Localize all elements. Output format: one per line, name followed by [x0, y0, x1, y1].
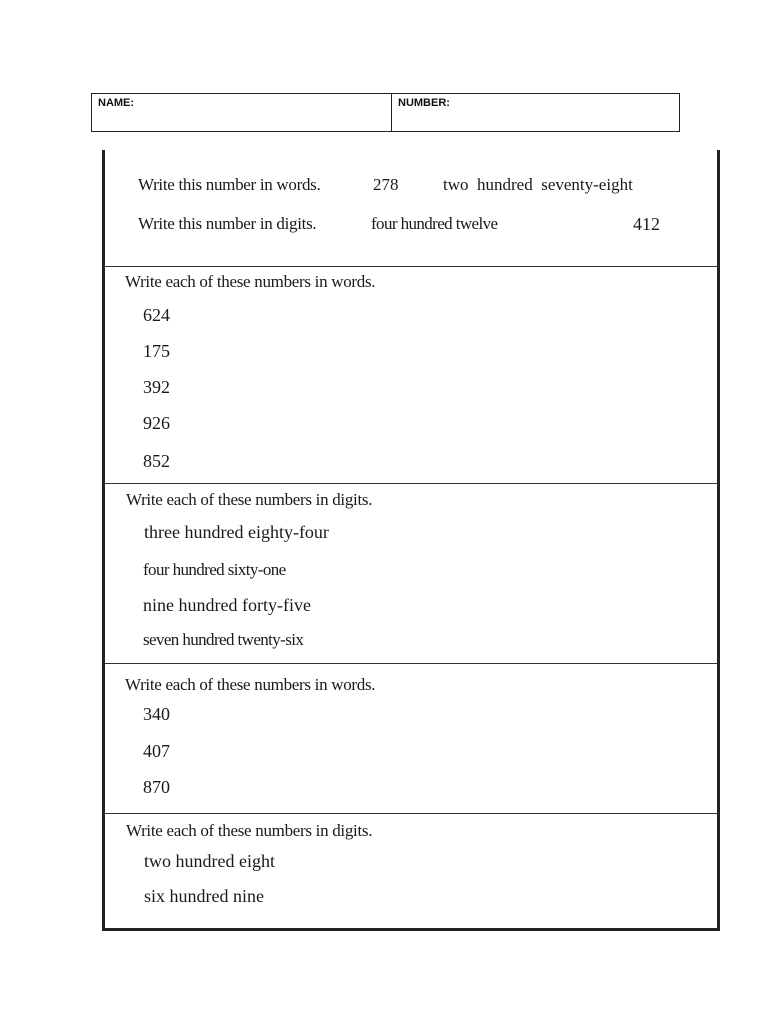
student-info-table [91, 93, 680, 132]
digits-example-words: four hundred twelve [371, 214, 498, 233]
list-item: 624 [143, 305, 170, 325]
words-example-answer: two hundred seventy-eight [443, 175, 633, 194]
digits-example-instruction: Write this number in digits. [138, 214, 317, 233]
list-item: 852 [143, 451, 170, 471]
number-field[interactable] [391, 94, 679, 131]
number-label: NUMBER: [398, 97, 450, 109]
list-item: 407 [143, 741, 170, 761]
words-example-number: 278 [373, 175, 399, 194]
words-example-instruction: Write this number in words. [138, 175, 321, 194]
section-instruction: Write each of these numbers in words. [125, 675, 376, 694]
list-item: seven hundred twenty-six [143, 630, 304, 649]
section-instruction: Write each of these numbers in digits. [126, 821, 373, 840]
list-item: nine hundred forty-five [143, 595, 311, 615]
list-item: six hundred nine [144, 886, 264, 906]
list-item: 392 [143, 377, 170, 397]
section-words-1 [105, 266, 717, 484]
list-item: two hundred eight [144, 851, 275, 871]
section-instruction: Write each of these numbers in words. [125, 272, 376, 291]
worksheet-box [102, 150, 720, 931]
section-words-2 [105, 663, 717, 814]
list-item: 870 [143, 777, 170, 797]
section-instruction: Write each of these numbers in digits. [126, 490, 373, 509]
section-digits-1 [105, 483, 717, 664]
name-label: NAME: [98, 97, 135, 109]
list-item: 340 [143, 704, 170, 724]
examples-section [105, 150, 717, 266]
name-field[interactable] [92, 94, 391, 131]
digits-example-answer: 412 [633, 214, 660, 234]
list-item: three hundred eighty-four [144, 522, 329, 542]
section-digits-2 [105, 813, 717, 929]
list-item: four hundred sixty-one [143, 560, 286, 579]
list-item: 926 [143, 413, 170, 433]
list-item: 175 [143, 341, 170, 361]
